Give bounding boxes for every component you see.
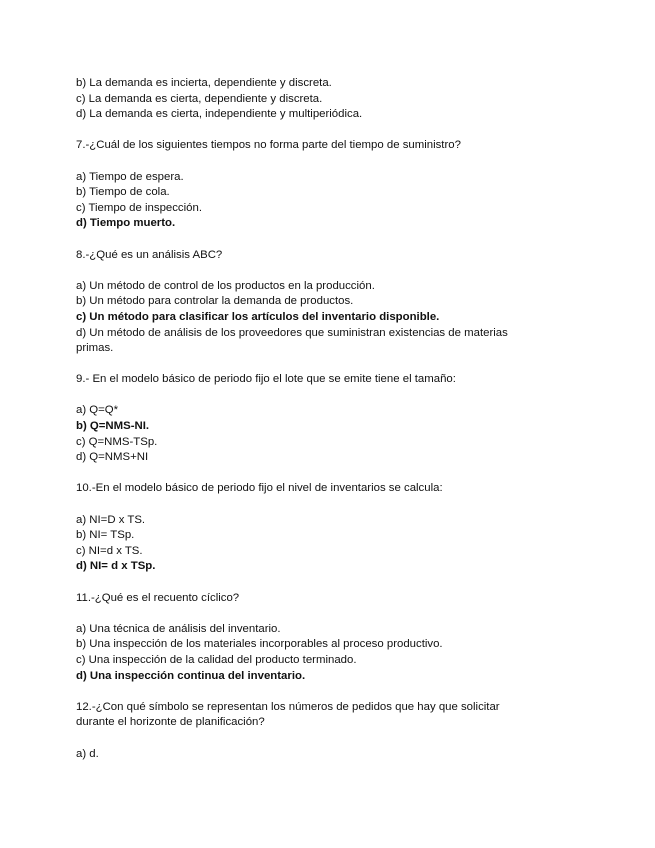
question-text: 7.-¿Cuál de los siguientes tiempos no forma parte del tiempo de suministro? xyxy=(76,139,461,152)
question-text: 8.-¿Qué es un análisis ABC? xyxy=(76,248,223,261)
correct-option-line: d) Una inspección continua del inventario. xyxy=(76,669,306,682)
correct-option-line: d) NI= d x TSp. xyxy=(76,560,156,573)
option-line: d) Q=NMS+NI xyxy=(76,451,149,464)
question-text: 10.-En el modelo básico de periodo fijo el nivel de inventarios se calcula: xyxy=(76,482,443,495)
question-text: 12.-¿Con qué símbolo se representan los números de pedidos que hay que solicitar durante el horizonte de planificación? xyxy=(76,700,500,729)
option-line: b) La demanda es incierta, dependiente y discreta. xyxy=(76,77,332,89)
correct-option-line: c) Un método para clasificar los artículos del inventario disponible. xyxy=(76,310,440,323)
option-line: d) La demanda es cierta, independiente y multiperiódica. xyxy=(76,108,363,121)
question-fragment xyxy=(76,76,576,123)
option-line: d) Un método de análisis de los proveedores que suministran existencias de materias primas. xyxy=(76,326,508,355)
option-line: a) Tiempo de espera. xyxy=(76,170,184,183)
question-8 xyxy=(76,248,576,357)
option-line: b) Una inspección de los materiales incorporables al proceso productivo. xyxy=(76,638,443,651)
correct-option-line: d) Tiempo muerto. xyxy=(76,217,176,230)
question-12 xyxy=(76,700,576,762)
option-line: a) Una técnica de análisis del inventario. xyxy=(76,622,281,635)
question-11 xyxy=(76,591,576,685)
document-page xyxy=(76,76,576,762)
option-line: a) Q=Q* xyxy=(76,404,119,417)
option-line: a) Un método de control de los productos en la producción. xyxy=(76,279,375,292)
option-line: c) La demanda es cierta, dependiente y discreta. xyxy=(76,92,323,105)
question-10 xyxy=(76,481,576,575)
question-9 xyxy=(76,372,576,466)
option-line: c) Tiempo de inspección. xyxy=(76,201,202,214)
correct-option-line: b) Q=NMS-NI. xyxy=(76,420,150,433)
question-text: 11.-¿Qué es el recuento cíclico? xyxy=(76,591,240,604)
option-line: c) Una inspección de la calidad del producto terminado. xyxy=(76,653,357,666)
question-text: 9.- En el modelo básico de periodo fijo el lote que se emite tiene el tamaño: xyxy=(76,373,456,386)
option-line: c) NI=d x TS. xyxy=(76,544,143,557)
option-line: b) Tiempo de cola. xyxy=(76,186,170,199)
option-line: a) d. xyxy=(76,747,99,760)
option-line: a) NI=D x TS. xyxy=(76,513,146,526)
option-line: b) Un método para controlar la demanda de productos. xyxy=(76,295,354,308)
question-7 xyxy=(76,138,576,232)
option-line: c) Q=NMS-TSp. xyxy=(76,435,158,448)
option-line: b) NI= TSp. xyxy=(76,529,135,542)
